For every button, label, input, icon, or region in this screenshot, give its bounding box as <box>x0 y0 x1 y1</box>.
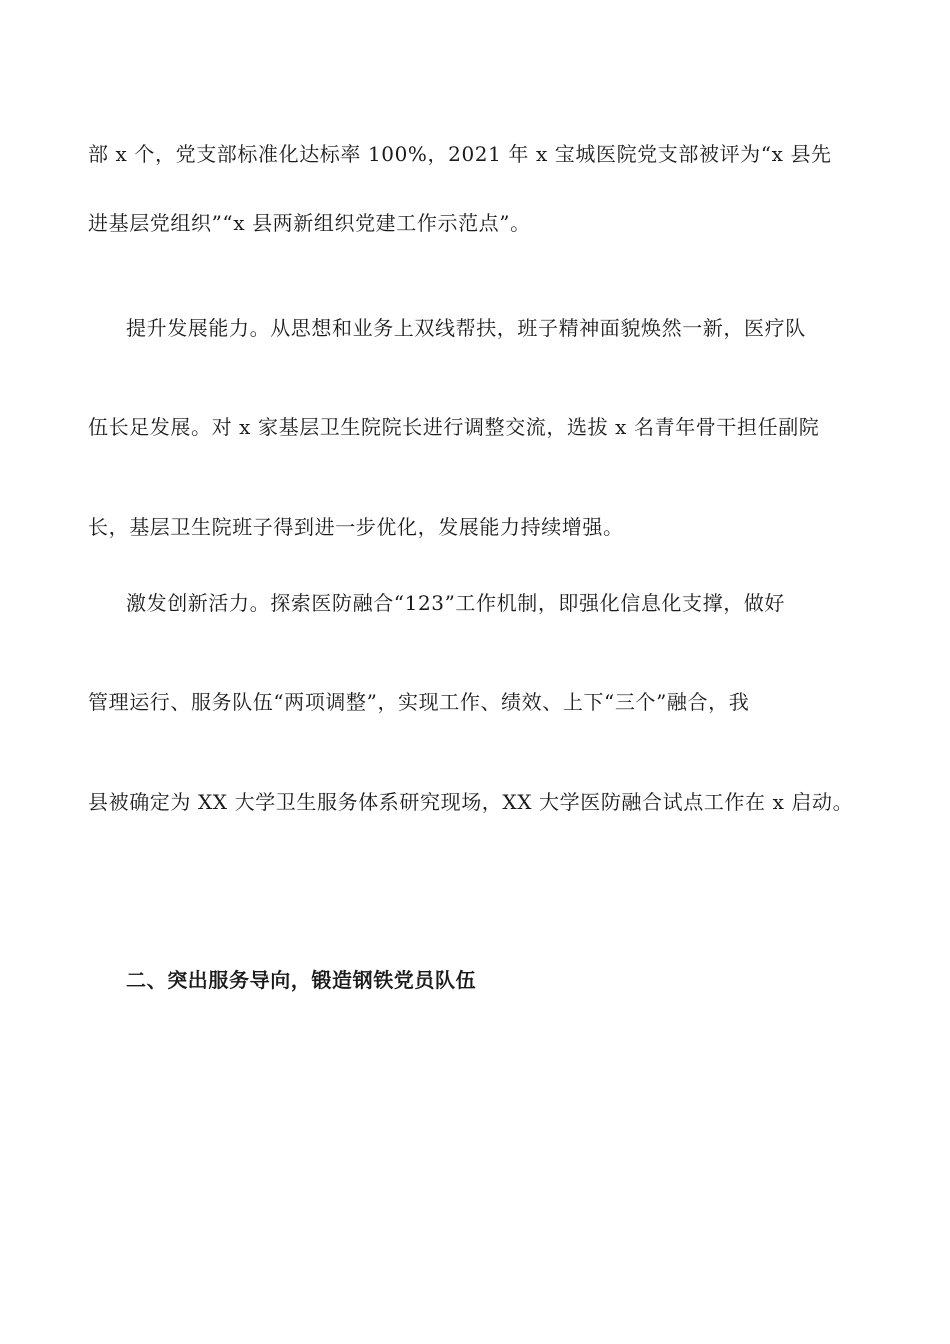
paragraph-line: 管理运行、服务队伍“两项调整”，实现工作、绩效、上下“三个”融合，我 <box>88 690 750 714</box>
paragraph-line: 进基层党组织”“x 县两新组织党建工作示范点”。 <box>88 211 531 235</box>
paragraph-line: 提升发展能力。从思想和业务上双线帮扶，班子精神面貌焕然一新，医疗队 <box>126 316 806 340</box>
section-heading: 二、突出服务导向，锻造钢铁党员队伍 <box>126 968 477 992</box>
paragraph-line: 伍长足发展。对 x 家基层卫生院院长进行调整交流，选拔 x 名青年骨干担任副院 <box>88 415 820 439</box>
paragraph-line: 长，基层卫生院班子得到进一步优化，发展能力持续增强。 <box>88 515 624 539</box>
paragraph-line: 激发创新活力。探索医防融合“123”工作机制，即强化信息化支撑，做好 <box>126 591 786 615</box>
paragraph-line: 部 x 个，党支部标准化达标率 100%，2021 年 x 宝城医院党支部被评为“x 县先 <box>88 142 832 166</box>
paragraph-line: 县被确定为 XX 大学卫生服务体系研究现场，XX 大学医防融合试点工作在 x 启动。 <box>88 790 854 814</box>
